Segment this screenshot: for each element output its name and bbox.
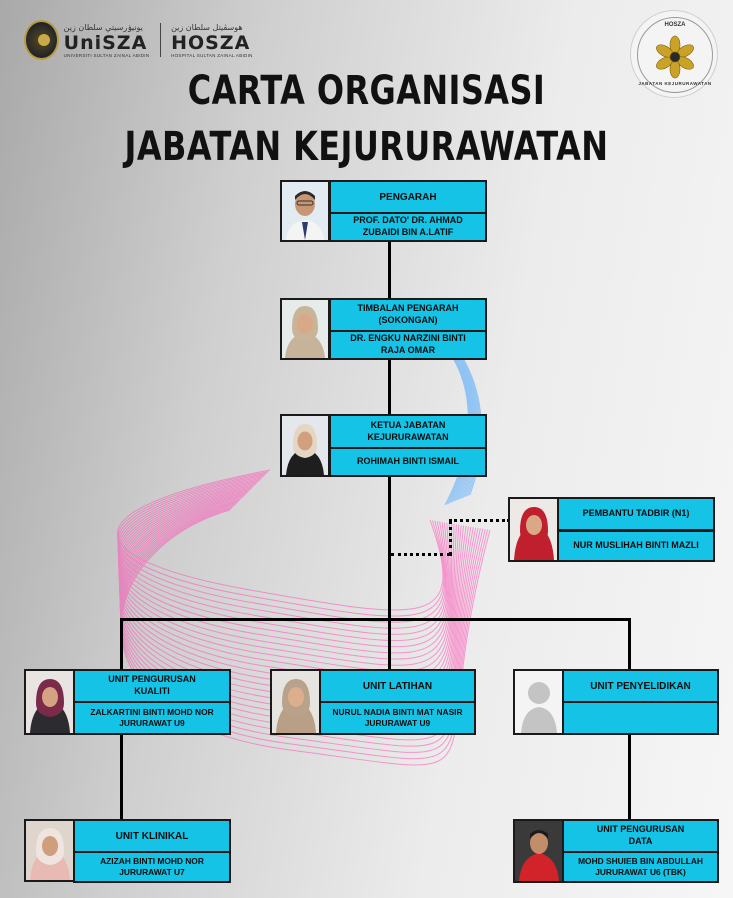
klinikal-unit: UNIT KLINIKAL	[115, 830, 189, 842]
unisza-wordmark: UniSZA	[63, 31, 148, 54]
klinikal-grade: JURURAWAT U7	[119, 867, 185, 877]
swirl-line-pink	[118, 472, 444, 617]
latihan-grade: JURURAWAT U9	[364, 718, 431, 728]
klinikal-unit-box	[73, 819, 231, 853]
klinikal-photo	[24, 819, 76, 882]
kualiti-unit-box	[73, 669, 231, 703]
kualiti-grade: JURURAWAT U9	[119, 718, 185, 728]
kualiti-name: ZALKARTINI BINTI MOHD NOR	[90, 707, 214, 718]
logo-divider	[160, 23, 161, 57]
ketua-photo	[280, 414, 330, 477]
hosza-subtitle: HOSPITAL SULTAN ZAINAL ABIDIN	[171, 52, 253, 58]
penyelidikan-unit-box	[562, 669, 719, 703]
latihan-unit-box	[319, 669, 476, 703]
timbalan-role-line1: TIMBALAN PENGARAH	[357, 303, 459, 314]
connector-klinikal	[120, 734, 123, 820]
timbalan-name-box	[329, 330, 487, 360]
timbalan-name-line2: RAJA OMAR	[380, 345, 436, 355]
pengarah-name-line1: PROF. DATO' DR. AHMAD	[353, 215, 463, 226]
connector-ketua-units	[388, 476, 391, 621]
klinikal-name-box	[73, 851, 231, 883]
person-female-photo-icon	[26, 821, 74, 880]
person-female-photo-icon	[282, 300, 328, 358]
latihan-name-box	[319, 701, 476, 735]
connector-units-horizontal	[120, 618, 631, 621]
connector-kualiti	[120, 618, 123, 670]
pembantu-photo	[508, 497, 560, 562]
pembantu-name-box	[557, 530, 715, 562]
connector-data	[628, 734, 631, 820]
person-male-photo-icon	[515, 821, 563, 881]
hosza-wordmark: HOSZA	[171, 31, 251, 54]
hosza-arabic-motto: هوسڤيتل سلطان زين	[171, 22, 243, 32]
data-name: MOHD SHUIEB BIN ABDULLAH	[578, 856, 703, 867]
pengarah-role: PENGARAH	[379, 191, 437, 203]
placeholder-avatar-icon	[515, 671, 563, 733]
data-grade: JURURAWAT U6 (TBK)	[595, 867, 686, 877]
latihan-unit: UNIT LATIHAN	[362, 680, 433, 692]
dotted-connector-pembantu-h2	[449, 519, 510, 522]
kualiti-unit-line2: KUALITI	[134, 686, 170, 696]
unisza-subtitle: UNIVERSITI SULTAN ZAINAL ABIDIN	[63, 52, 150, 58]
person-female-photo-icon	[272, 671, 320, 733]
pengarah-name-box	[329, 212, 487, 242]
data-name-box	[562, 851, 719, 883]
unisza-hosza-logo	[24, 16, 256, 64]
connector-latihan	[388, 618, 391, 670]
timbalan-photo	[280, 298, 330, 360]
ketua-name-box	[329, 447, 487, 477]
penyelidikan-unit: UNIT PENYELIDIKAN	[590, 680, 691, 692]
dotted-connector-pembantu-v	[449, 520, 452, 556]
ketua-name: ROHIMAH BINTI ISMAIL	[357, 456, 459, 467]
pengarah-photo	[280, 180, 330, 242]
pengarah-name-line2: ZUBAIDI BIN A.LATIF	[362, 227, 454, 237]
pengarah-role-box	[329, 180, 487, 214]
timbalan-role-line2: (SOKONGAN)	[378, 315, 438, 325]
connector-penyelidikan	[628, 618, 631, 670]
penyelidikan-name-box	[562, 701, 719, 735]
connector-pengarah-timbalan	[388, 241, 391, 298]
kualiti-name-box	[73, 701, 231, 735]
kualiti-unit-line1: UNIT PENGURUSAN	[108, 674, 196, 685]
unisza-arabic-motto: يونيۏرسيتي سلطان زين	[63, 22, 143, 32]
pembantu-role: PEMBANTU TADBIR (N1)	[582, 508, 690, 519]
swirl-line-pink	[119, 489, 459, 684]
kualiti-photo	[24, 669, 76, 735]
data-unit-line1: UNIT PENGURUSAN	[596, 824, 685, 835]
data-unit-line2: DATA	[628, 836, 653, 846]
connector-timbalan-ketua	[388, 359, 391, 415]
page-subtitle: JABATAN KEJURURAWATAN	[124, 124, 609, 170]
data-photo	[513, 819, 565, 883]
latihan-photo	[270, 669, 322, 735]
dept-logo-caption: JABATAN KEJURURAWATAN	[638, 81, 712, 86]
swirl-line-pink	[118, 473, 445, 622]
dept-logo-title: HOSZA	[664, 22, 686, 28]
ketua-role-line1: KETUA JABATAN	[370, 419, 446, 430]
person-female-photo-icon	[26, 671, 74, 733]
ketua-role-line2: KEJURURAWATAN	[367, 431, 449, 442]
latihan-name: NURUL NADIA BINTI MAT NASIR	[332, 707, 463, 718]
klinikal-name: AZIZAH BINTI MOHD NOR	[100, 856, 204, 867]
unisza-emblem-icon	[24, 20, 59, 60]
page-title: CARTA ORGANISASI	[187, 68, 546, 114]
dotted-connector-pembantu-h1	[391, 553, 450, 556]
data-unit-box	[562, 819, 719, 853]
penyelidikan-photo	[513, 669, 565, 735]
person-female-photo-icon	[282, 416, 328, 475]
ketua-role-box	[329, 414, 487, 449]
person-female-photo-icon	[510, 499, 558, 560]
timbalan-role-box	[329, 298, 487, 332]
pembantu-role-box	[557, 497, 715, 531]
person-male-photo-icon	[282, 182, 328, 240]
timbalan-name-line1: DR. ENGKU NARZINI BINTI	[350, 333, 466, 344]
pembantu-name: NUR MUSLIHAH BINTI MAZLI	[573, 540, 699, 551]
